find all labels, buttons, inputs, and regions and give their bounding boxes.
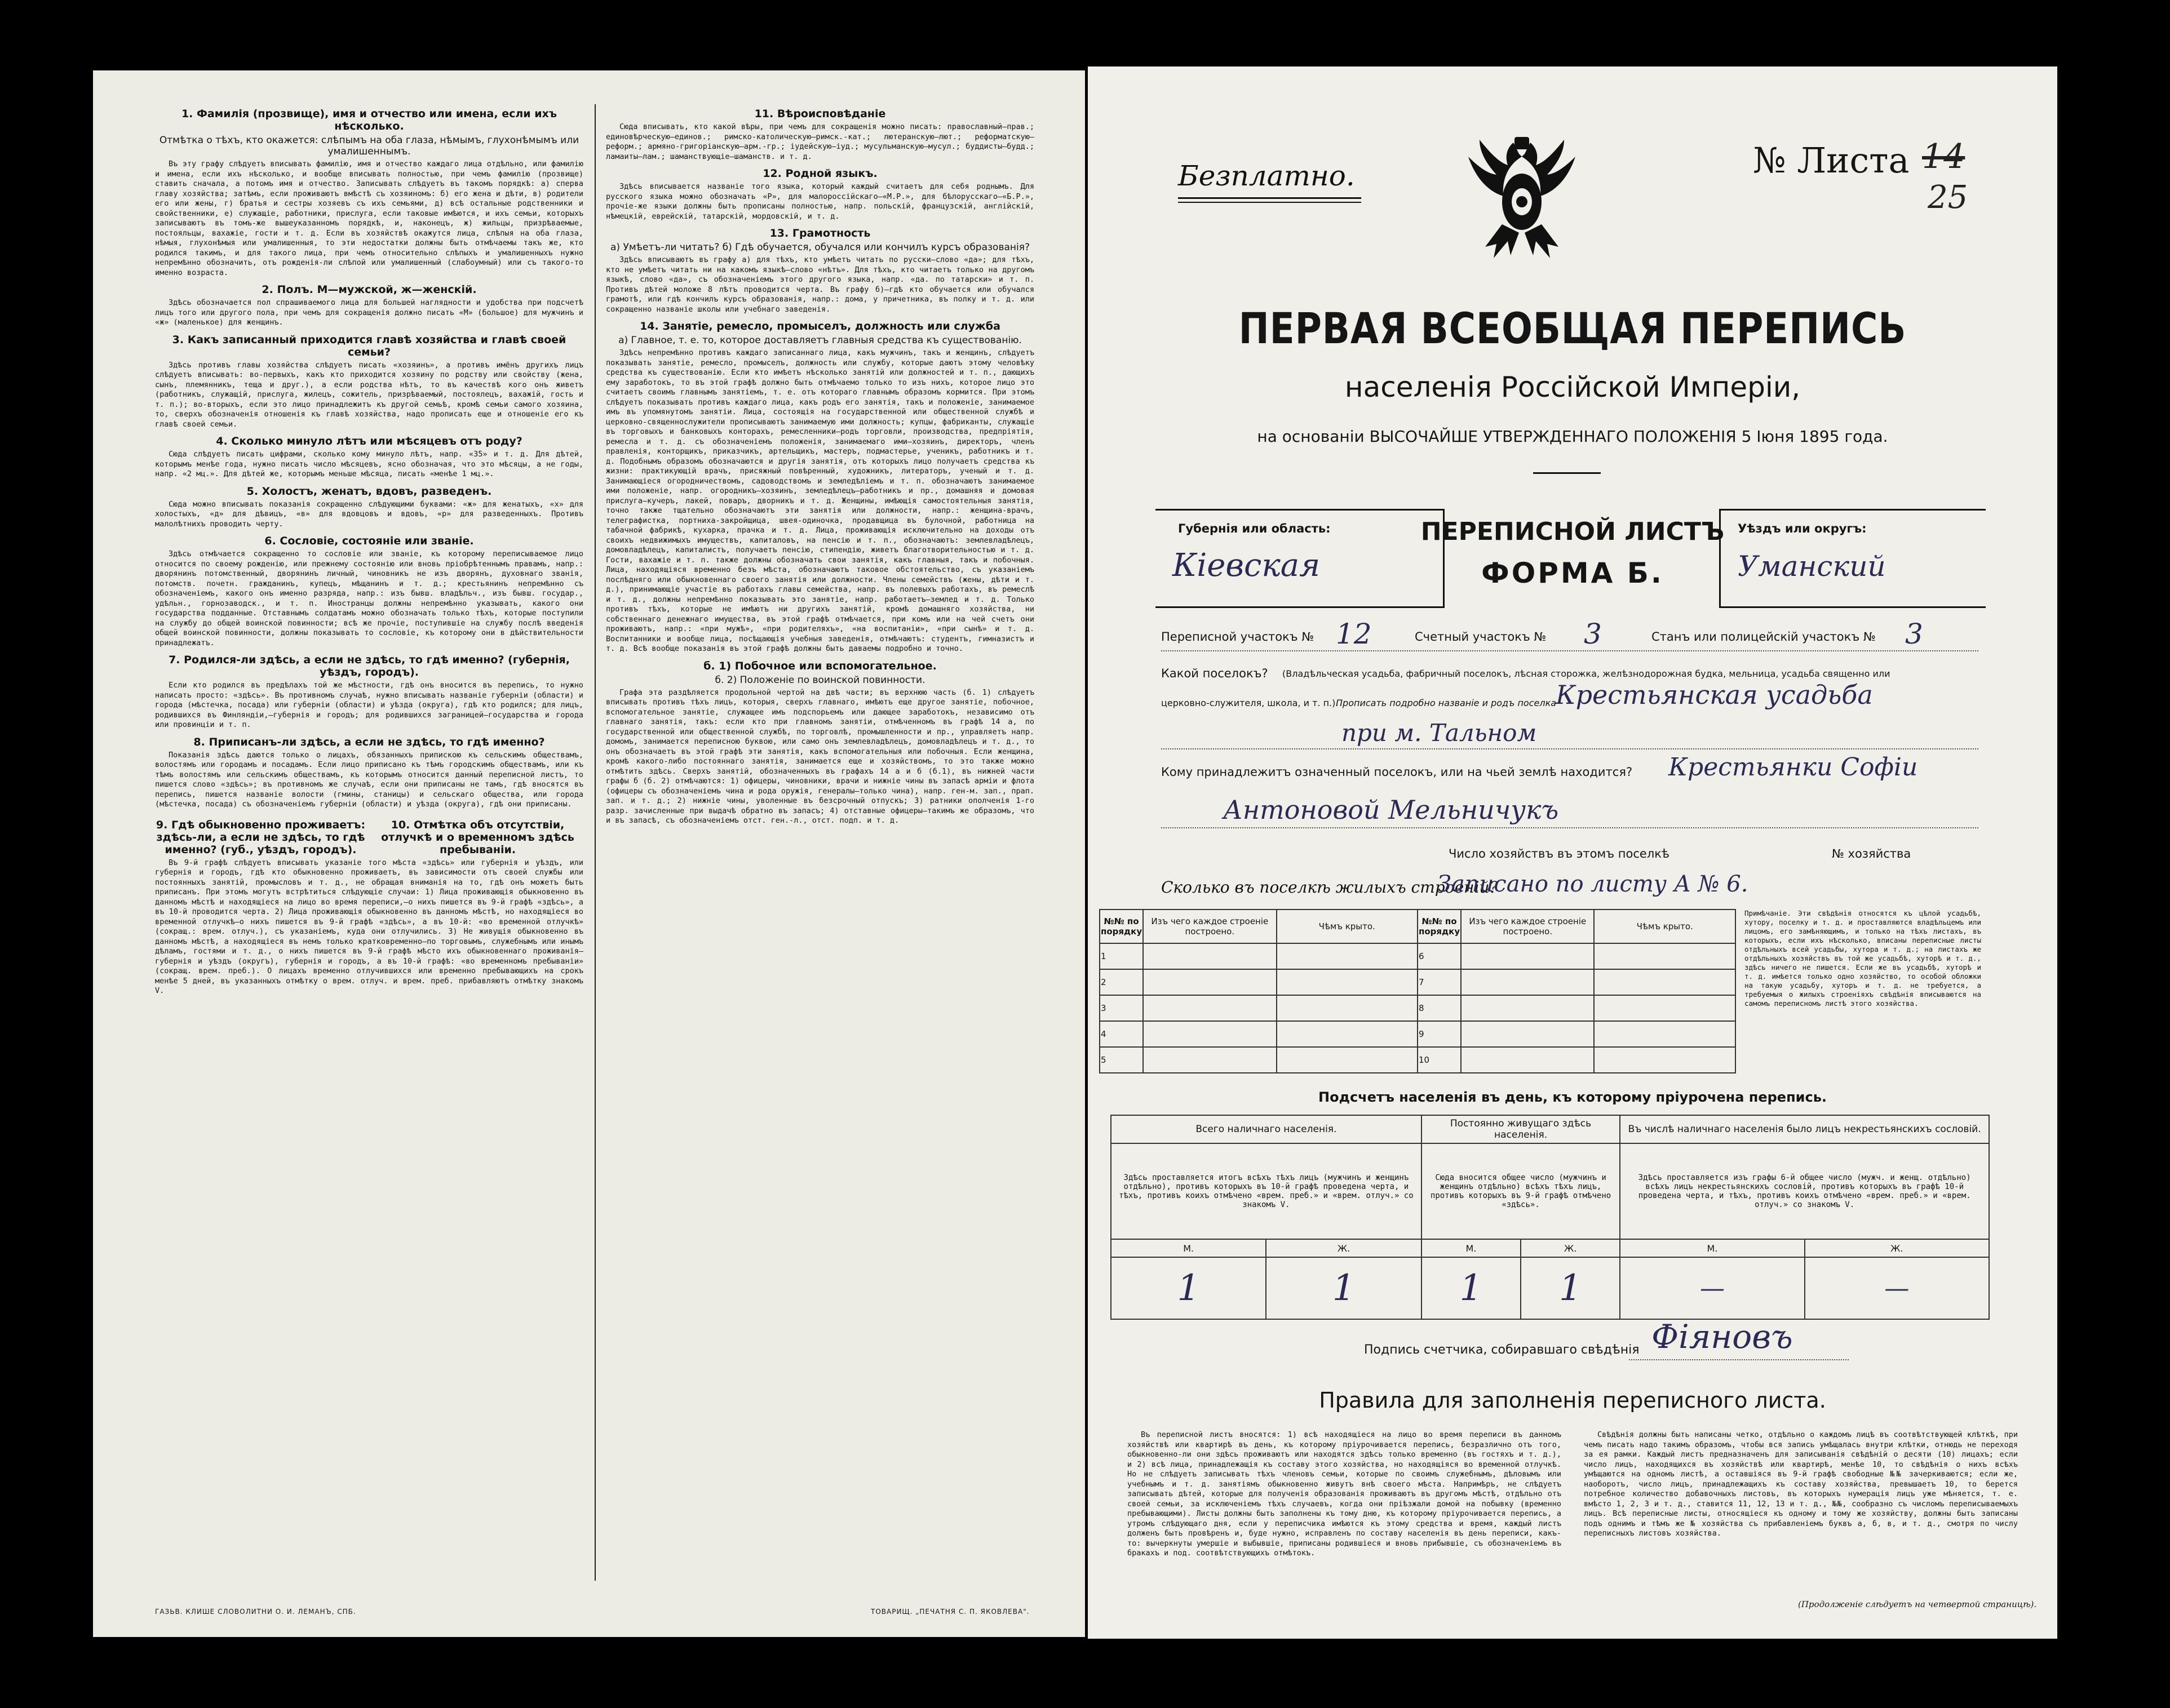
population-header-permanent: Постоянно живущаго здѣсь населенія. <box>1421 1115 1620 1143</box>
population-title: Подсчетъ населенія въ день, къ которому пріурочена перепись. <box>1318 1089 1827 1105</box>
police-area-value[interactable]: 3 <box>1905 618 1923 650</box>
header-roof: Чѣмъ крыто. <box>1277 910 1418 943</box>
line-divider <box>1161 650 1978 651</box>
cell[interactable] <box>1143 1021 1276 1047</box>
section-body: Сюда можно вписывать показанія сокращенно слѣдующими буквами: «ж» для женатыхъ, «х» для холостыхъ, «д» для дѣвицъ, «в» для вдовцовъ и вдовъ, «р» для разведенныхъ. Противъ малолѣтнихъ проводить черту. <box>155 499 583 529</box>
census-subtitle: населенія Россійской Имперіи, <box>1344 371 1801 403</box>
section-body: Графа эта раздѣляется продольной чертой на двѣ части; въ верхнюю часть (б. 1) слѣдуетъ вписывать противъ тѣхъ лицъ, которыя, сверхъ главнаго, имѣютъ еще другое занятіе, побочное, вспомогательное занятіе, служащее имъ подспорьемъ или дающее заработокъ, независимо отъ главнаго занятія, такъ: если кто при главномъ занятіи, отмѣченномъ въ графѣ 14 а, по государственной или общественной службѣ, по торговлѣ, промышленности и пр., управляетъ напр. домомъ, занимается переписною буквою, или само онъ землевладѣлецъ, домовладѣлецъ и т. д., то онъ обозначаетъ въ этой графѣ эти занятія, какъ вспомогательныя или побочныя. Если женщина, кромѣ какого-либо постояннаго занятія, занимается еще и хозяйствомъ, то это также можно отмѣтить здѣсь. Сверхъ занятій, обозначенныхъ въ графахъ 14 а и б (б.1), въ нижней части графы б (б. 2) отмѣчаются: 1) офицеры, чиновники, врачи и нижніе чины въ запасѣ арміи и флота (офицеры съ обозначеніемъ чина и рода оружія, генералы—только чина), напр. ген-м. зап., прап. зап. и т. д.; 2) нижніе чины, уволенные въ безсрочный отпускъ; 3) ратники ополченія 1-го разр. зачисленные при выдачѣ обратно въ запасъ; 4) отставные офицеры—такимъ же образомъ, что и въ запасѣ, съ обозначеніемъ отст. ген.-л., отст. подп. и т. д. <box>606 687 1034 825</box>
district-label: Уѣздъ или округъ: <box>1738 522 1867 535</box>
form-name: ФОРМА Б. <box>1481 557 1664 589</box>
section-heading: 5. Холостъ, женатъ, вдовъ, разведенъ. <box>246 485 492 498</box>
instruction-section <box>155 108 583 278</box>
buildings-value[interactable]: Записано по листу А № 6. <box>1437 871 1748 897</box>
total-female-value[interactable]: 1 <box>1266 1257 1421 1319</box>
sheet-number-label: № Листа <box>1753 140 1910 181</box>
section-body: Сюда слѣдуетъ писать цифрами, сколько кому минуло лѣтъ, напр. «35» и т. д. Для дѣтей, которымъ менѣе года, нужно писать число мѣсяцевъ, ясно обозначая, что это мѣсяцы, а не годы, напр. «2 мц.». Для дѣтей же, которымъ меньше мѣсяца, писать «менѣе 1 мц.». <box>155 450 583 478</box>
section-heading: 10. Отмѣтка объ отсутствіи, отлучкѣ и о временномъ здѣсь пребываніи. <box>381 818 574 856</box>
sheet-number-value: 25 <box>1928 179 1968 216</box>
district-box <box>1719 509 1986 608</box>
households-label: Число хозяйствъ въ этомъ поселкѣ <box>1449 847 1670 860</box>
footer-left: ГАЗЬВ. КЛИШЕ СЛОВОЛИТНИ О. И. ЛЕМАНЪ, СПБ. <box>155 1608 356 1616</box>
col-female: Ж. <box>1521 1239 1620 1257</box>
row-number: 8 <box>1418 995 1461 1021</box>
section-body: Если кто родился въ предѣлахъ той же мѣстности, гдѣ онъ вносится въ перепись, то нужно написать просто: «здѣсь». Въ противномъ случаѣ, нужно вписывать названіе губерніи (области) и города (мѣстечка, посада) или губерніи (области) и уѣзда (округа), гдѣ кто родился; для лицъ, родившихся въ Финляндіи,—губернія и городъ; для родившихся заграницей—государства и города или провинціи и т. п. <box>155 681 583 729</box>
section-heading: 11. Вѣроисповѣданіе <box>754 108 886 120</box>
cell[interactable] <box>1461 943 1594 969</box>
cell[interactable] <box>1461 969 1594 995</box>
instruction-section <box>155 283 583 328</box>
instruction-section-pair <box>155 815 583 996</box>
section-body: Въ эту графу слѣдуетъ вписывать фамилію, имя и отчество каждаго лица отдѣльно, или фамилію и имена, если ихъ нѣсколько, и вообще вписывать полностью, при чемъ фамилію (прозвище) ставить сначала, а потомъ имя и отчество. Записывать слѣдуетъ въ такомъ порядкѣ: а) сперва главу хозяйства; затѣмъ, если проживаютъ вмѣстѣ съ хозяиномъ: б) его жена и дѣти, в) родители его или жены, г) братья и сестры хозяевъ съ ихъ семьями, д) всѣ остальные родственники и свойственники, е) служащіе, работники, прислуга, если таковые имѣются, и ихъ семьи, которыхъ записываютъ въ томъ-же вышеуказанномъ порядкѣ, и, наконецъ, ж) жильцы, призрѣваемые, постояльцы, вахажіе, гости и т. д. Если въ хозяйствѣ окажутся лица, слѣпыя на оба глаза, нѣмыя, глухонѣмыя или умалишенныя, то эти недостатки должны быть отмѣчаемы такъ же, кто родился такимъ, и для такого лица, при чемъ относительно слѣпыхъ и умалишенныхъ нужно непремѣнно обозначить, отъ рожденія-ли слѣпой или умалишенный (слабоумный) или съ такого-то именно возраста. <box>155 159 583 277</box>
instruction-section <box>155 654 583 730</box>
section-heading: 7. Родился-ли здѣсь, а если не здѣсь, то гдѣ именно? (губернія, уѣздъ, городъ). <box>169 654 570 678</box>
header-no: №№ по порядку <box>1100 910 1143 943</box>
count-area-label: Счетный участокъ № <box>1415 630 1547 644</box>
instruction-section <box>155 485 583 530</box>
free-underline-2 <box>1178 202 1361 203</box>
district-value[interactable]: Уманский <box>1738 550 1886 583</box>
double-headed-eagle-icon <box>1463 134 1581 264</box>
section-body: Сюда вписывать, кто какой вѣры, при чемъ для сокращенія можно писать: православный—прав.; единовѣрческую—единов.; римско-католическую—римск.-кат.; лютеранскую—лют.; реформатскую—реформ.; армяно-григоріанскую—арм.-гр.; іудейскую—іуд.; мусульманскую—мусул.; буддисты—будд.; ламаиты—лам.; шаманствующіе—шаманств. и т. д. <box>606 122 1034 161</box>
cell[interactable] <box>1143 969 1276 995</box>
instruction-section <box>606 320 1034 654</box>
col-male: М. <box>1421 1239 1521 1257</box>
section-heading: 2. Полъ. М—мужской, ж—женскій. <box>262 283 477 296</box>
row-number: 5 <box>1100 1047 1143 1073</box>
section-heading: 4. Сколько минуло лѣтъ или мѣсяцевъ отъ роду? <box>216 435 522 447</box>
table-row <box>1100 969 1735 995</box>
cell[interactable] <box>1461 1021 1594 1047</box>
count-area-value[interactable]: 3 <box>1584 618 1602 650</box>
instruction-section <box>606 167 1034 221</box>
section-heading: 1. Фамилія (прозвище), имя и отчество или имена, если ихъ нѣсколько. <box>181 108 557 132</box>
section-heading: 14. Занятіе, ремесло, промыселъ, должность или служба <box>640 320 1000 332</box>
cell[interactable] <box>1594 995 1735 1021</box>
instruction-section <box>155 435 583 480</box>
header-material: Изъ чего каждое строеніе построено. <box>1461 910 1594 943</box>
instruction-section <box>606 660 1034 826</box>
nonpeasant-male-value[interactable]: — <box>1620 1257 1804 1319</box>
table-row <box>1100 995 1735 1021</box>
left-column-1 <box>155 104 583 1575</box>
instruction-section <box>155 535 583 648</box>
police-area-label: Станъ или полицейскій участокъ № <box>1651 630 1876 644</box>
owner-value-2[interactable]: Антоновой Мельничукъ <box>1223 795 1559 825</box>
pair-headings <box>155 815 583 858</box>
instruction-section <box>606 227 1034 314</box>
instruction-section <box>155 736 583 810</box>
buildings-label: Сколько въ поселкѣ жилыхъ строеній? <box>1161 878 1498 897</box>
header-roof: Чѣмъ крыто. <box>1594 910 1735 943</box>
settlement-value-2[interactable]: при м. Тальном <box>1341 719 1537 747</box>
left-page <box>93 70 1085 1637</box>
left-column-2 <box>606 104 1034 1575</box>
section-heading: 13. Грамотность <box>769 227 871 239</box>
row-number: 9 <box>1418 1021 1461 1047</box>
rules-column-2: Свѣдѣнія должны быть написаны четко, отдѣльно о каждомъ лицѣ въ соотвѣтствующей клѣткѣ, при чемъ писать надо такимъ образомъ, чтобы вся запись умѣщалась внутри клѣтки, отнюдь не переходя за ея рамки. Каждый листъ предназначенъ для записыванія свѣдѣній о десяти (10) лицахъ; если число лицъ, находящихся въ хозяйствѣ или квартирѣ, менѣе 10, то свѣдѣнія о нихъ всѣхъ умѣщаются на одномъ листѣ, а оставшіяся въ 9-й графѣ свободные №№ зачеркиваются; если же, наоборотъ, число лицъ, принадлежащихъ къ составу хозяйства, превышаетъ 10, то берется потребное количество добавочныхъ листовъ, въ которыхъ нумерація лицъ уже мѣняется, т. е. вмѣсто 1, 2, 3 и т. д., ставится 11, 12, 13 и т. д., №№, сообразно съ числомъ переписываемыхъ лицъ. Всѣ переписные листы, относящіеся къ одному и тому же хозяйству, должны быть записаны подъ однимъ и тѣмъ же № хозяйства съ прибавленіемъ буквъ а, б, в, и т. д., смотря по числу переписныхъ листовъ хозяйства. <box>1584 1430 2018 1538</box>
header-material: Изъ чего каждое строеніе построено. <box>1143 910 1276 943</box>
province-label: Губернія или область: <box>1178 522 1331 535</box>
signature-line <box>1629 1359 1849 1360</box>
section-body: Здѣсь отмѣчается сокращенно то сословіе или званіе, къ которому переписываемое лицо относится по своему рожденію, или прежнему состоянію или вновь пріобрѣтеннымъ правамъ, напр.: дворянинъ потомственный, дворянинъ личный, чиновникъ не изъ дворянъ, духовнаго званія, потомств. почетн. гражданинъ, купецъ, мѣщанинъ и т. д.; крестьянинъ непремѣнно съ обозначеніемъ, какого онъ именно разряда, напр.: изъ бывш. владѣльч., изъ бывш. государ., удѣльн., горнозаводск., и т. п. Иностранцы должны непремѣнно указывать, какого они государства подданные. Отставнымъ солдатамъ можно обозначать только тѣхъ, которые поступили на службу до общей воинской повинности; всѣ же прочіе, поступившіе на службу послѣ введенія общей воинской повинности, должны показывать то сословіе, къ которому они в дѣйствительности принадлежатъ. <box>155 549 583 647</box>
settlement-hint-2: церковно-служителя, школа, и т. п.). <box>1161 698 1339 708</box>
census-title: ПЕРВАЯ ВСЕОБЩАЯ ПЕРЕПИСЬ <box>1238 303 1907 353</box>
cell[interactable] <box>1594 1047 1735 1073</box>
col-female: Ж. <box>1266 1239 1421 1257</box>
signature-value[interactable]: Фіяновъ <box>1651 1317 1793 1356</box>
section-subheading: а) Умѣетъ-ли читать? б) Гдѣ обучается, обучался или кончилъ курсъ образованія? <box>610 242 1030 253</box>
cell[interactable] <box>1143 943 1276 969</box>
population-desc-permanent: Сюда вносится общее число (мужчинъ и женщинъ отдѣльно) всѣхъ тѣхъ лицъ, противъ которыхъ въ 9-й графѣ отмѣчено «здѣсь». <box>1421 1143 1620 1239</box>
line-divider <box>1161 827 1978 828</box>
form-title: ПЕРЕПИСНОЙ ЛИСТЪ <box>1420 517 1725 546</box>
section-heading: 12. Родной языкъ. <box>763 167 878 180</box>
census-area-value[interactable]: 12 <box>1336 618 1372 650</box>
settlement-hint-1: (Владѣльческая усадьба, фабричный поселокъ, лѣсная сторожка, желѣзнодорожная будка, мельница, усадьба священно или <box>1282 668 1890 679</box>
row-number: 7 <box>1418 969 1461 995</box>
note-text: Примѣчаніе. Эти свѣдѣнія относятся къ цѣлой усадьбѣ, хутору, поселку и т. д. и проставляются владѣльцемъ или лицомъ, его замѣняющимъ, и только на тѣхъ листахъ, въ которыхъ, если ихъ нѣсколько, вписаны переписные листы отдѣльныхъ всей усадьбы, хутора и т. д.; на листахъ же отдѣльныхъ хозяйствъ въ той же усадьбѣ, хуторѣ и т. д., здѣсь ничего не пишется. Если же въ усадьбѣ, хуторѣ и т. д. имѣется только одно хозяйство, то особой обложки на такую усадьбу, хуторъ и т. д. не требуется, а требуемыя о жилыхъ строеніяхъ свѣдѣнія вписываются на самомъ переписномъ листѣ этого хозяйства. <box>1744 909 1981 1008</box>
section-body: Здѣсь вписывается названіе того языка, который каждый считаетъ для себя роднымъ. Для русского языка можно обозначать «Р», для малороссійскаго—«М.Р.», для бѣлорусскаго—«Б.Р.», прочіе-же языки должны быть прописаны полностью, напр. польскій, французскій, англійскій, нѣмецкій, еврейскій, татарскій, мордовскій, и т. д. <box>606 182 1034 221</box>
instruction-section <box>155 334 583 430</box>
census-area-label: Переписной участокъ № <box>1161 630 1314 644</box>
line-divider <box>1161 748 1978 749</box>
population-header-total: Всего наличнаго населенія. <box>1111 1115 1421 1143</box>
row-number: 1 <box>1100 943 1143 969</box>
signature-label: Подпись счетчика, собиравшаго свѣдѣнія <box>1364 1343 1640 1357</box>
row-number: 2 <box>1100 969 1143 995</box>
rules-column-1: Въ переписной листъ вносятся: 1) всѣ находящіеся на лицо во время переписи въ данномъ хозяйствѣ или квартирѣ въ день, къ которому пріурочивается перепись, безразлично отъ того, обыкновенно-ли они здѣсь проживаютъ или находятся здѣсь только временно (въ гостяхъ и т. д.), и 2) всѣ лица, принадлежащія къ составу этого хозяйства, но находящіяся во временной отлучкѣ. Но не слѣдуетъ записывать тѣхъ членовъ семьи, которые по своимъ служебнымъ, дѣловымъ или учебнымъ и т. д. занятіямъ обыкновенно живутъ внѣ своего мѣста. Напримѣръ, не слѣдуетъ записывать дѣтей, которые для полученія образованія проживаютъ въ другомъ мѣстѣ, отдѣльно отъ своей семьи, за исключеніемъ тѣхъ случаевъ, когда они пріѣзжали домой на побывку (временно пребывающими). Листы должны быть заполнены къ тому дню, къ которому пріурочивается перепись, а утромъ слѣдующаго дня, если у переписчика имѣются къ этому средства и время, каждый листъ долженъ быть провѣренъ и, буде нужно, исправленъ по составу населенія въ день переписи, какъ-то: вычеркнуты умершіе и выбывшіе, приписаны родившіеся и вновь прибывшіе, съ обозначеніемъ въ бракахъ и под. соотвѣтствующихъ отмѣтокъ. <box>1127 1430 1561 1558</box>
title-divider <box>1533 472 1601 474</box>
total-male-value[interactable]: 1 <box>1111 1257 1266 1319</box>
section-heading: 8. Приписанъ-ли здѣсь, а если не здѣсь, то гдѣ именно? <box>193 735 545 748</box>
cell[interactable] <box>1277 969 1418 995</box>
census-basis: на основаніи ВЫСОЧАЙШЕ УТВЕРЖДЕННАГО ПОЛОЖЕНІЯ 5 Іюня 1895 года. <box>1257 427 1888 446</box>
cell[interactable] <box>1594 969 1735 995</box>
province-value[interactable]: Кіевская <box>1172 547 1321 584</box>
section-body: Здѣсь непремѣнно противъ каждаго записаннаго лица, какъ мужчинъ, такъ и женщинъ, слѣдуетъ показывать занятіе, ремесло, промыселъ, должность или службу, которые даютъ этому человѣку средства къ существованію. Если кто имѣетъ нѣсколько занятій или должностей и т. п., дающихъ ему заработокъ, то въ этой графѣ должно быть отмѣчаемо только то изъ нихъ, которое лицо это считаетъ своимъ главнымъ занятіемъ, т. е. отъ котораго главнымъ образомъ кормится. При этомъ слѣдуетъ показывать противъ каждаго лица, какъ родъ его занятія, такъ и положеніе, занимаемое имъ въ упомянутомъ занятіи. Лица, состоящія на государственной или общественной службѣ и церковно-священнослужители прописываютъ занимаемую ими должность; купцы, фабриканты, служащіе въ торговыхъ и банковыхъ конторахъ, ремесленники—родъ торговли, производства, предпріятія, ремесла и т. д. съ обозначеніемъ положенія, занимаемаго ими—хозяинъ, директоръ, членъ правленія, конторщикъ, приказчикъ, артельщикъ, мастеръ, подмастерье, ученикъ, работникъ и т. д. Подобнымъ образомъ обозначаются и другія занятія, отъ которыхъ лицо получаетъ средства къ жизни: практикующій врачъ, присяжный повѣренный, художникъ, литераторъ, ученый и т. д. Занимающіеся огородничествомъ, садоводствомъ и земледѣліемъ и т. п. обозначаютъ занимаемое ими положеніе, напр. огородникъ—хозяинъ, земледѣлецъ—работникъ и пр., домашняя и домовая прислуга—кучеръ, лакей, поваръ, дворникъ и т. д. Женщины, имѣющія самостоятельныя занятія, точно также тщательно обозначаютъ эти занятія или должности, напр.: женщина-врачъ, телеграфистка, портниха-закройщица, швея-одиночка, продавщица въ булочной, работница на табачной фабрикѣ, кухарка, прачка и т. д. Лица, проживающія исключительно на доходы отъ своихъ недвижимыхъ имуществъ, капиталовъ, на пенсію и т. п., обозначаютъ: землевладѣлецъ, домовладѣлецъ, капиталистъ, получаетъ пенсію, стипендію, живетъ благотворительностью и т. д. Гости, вахажіе и т. п. также должны обозначать свои занятія, какъ главныя, такъ и побочныя. Лица, находящіяся временно безъ мѣста, обозначаютъ таковое обстоятельство, съ указаніемъ послѣдняго или обыкновеннаго своего занятія или должности. Члены семействъ (жены, дѣти и т. д.), принимающіе участіе въ работахъ главы семейства, напр. въ полевыхъ работахъ, въ ремеслѣ и т. д., должны непремѣнно показывать это занятіе, напр. работаетъ—землед и т. д. Только противъ тѣхъ, которые не имѣютъ ни другихъ занятій, кромѣ домашняго хозяйства, ни собственнаго денежнаго имущества, въ этой графѣ отмѣчается, при комъ или на чей счетъ они проживаютъ, напр.: «при мужѣ», «при родителяхъ», «на воспитаніи», «при сынѣ» и т. д. Воспитанники и вообще лица, посѣщающія учебныя заведенія, отмѣчаютъ: студентъ, гимназистъ и т. д. Всѣ вообще показанія въ этой графѣ должны быть даваемы подробно и точно. <box>606 348 1034 653</box>
section-body: Показанія здѣсь даются только о лицахъ, обязанныхъ припискою къ сельскимъ обществамъ, волостямъ или городамъ и посадамъ. Если лицо приписано къ тѣмъ городскимъ обществамъ, или къ тѣмъ волостямъ или сельскимъ обществамъ, къ которымъ относится данный переписной листъ, то пишется слово «здѣсь»; въ противномъ же случаѣ, если они приписаны не тамъ, гдѣ вносятся въ перепись, пишется названіе волости (гмины, станицы) и сельскаго общества, или города (мѣстечка, посада) съ обозначеніемъ губерніи (области) и уѣзда (округа), гдѣ они приписаны. <box>155 750 583 809</box>
section-subheading: а) Главное, т. е. то, которое доставляетъ главныя средства къ существованію. <box>618 335 1022 346</box>
free-underline <box>1178 197 1361 199</box>
section-body: Здѣсь противъ главы хозяйства слѣдуетъ писать «хозяинъ», а противъ имёнъ другихъ лицъ слѣдуетъ вписывать: во-первыхъ, какъ кто приходится хозяину по родству или свойству (жена, сынъ, племянникъ, теща и друг.), а если родства нѣтъ, то въ качествѣ кого онъ живетъ (работникъ, служащій, прислуга, жилецъ, сожитель, призрѣваемый, постоялецъ, вахажій, гость и т. п.); во-вторыхъ, если это лицо принадлежитъ къ другой семьѣ, кромѣ семьи самого хозяина, то, сверхъ обозначенія отношенія къ главѣ хозяйства, надо прописать еще и отношеніе его къ главѣ своей семьи. <box>155 360 583 429</box>
cell[interactable] <box>1277 1021 1418 1047</box>
row-number: 4 <box>1100 1021 1143 1047</box>
household-number-label: № хозяйства <box>1832 847 1911 860</box>
cell[interactable] <box>1461 995 1594 1021</box>
settlement-hint-3: Прописать подробно названіе и родъ поселка <box>1336 698 1557 708</box>
cell[interactable] <box>1143 995 1276 1021</box>
col-male: М. <box>1111 1239 1266 1257</box>
cell[interactable] <box>1143 1047 1276 1073</box>
permanent-female-value[interactable]: 1 <box>1521 1257 1620 1319</box>
cell[interactable] <box>1594 943 1735 969</box>
population-header-nonpeasant: Въ числѣ наличнаго населенія было лицъ некрестьянскихъ сословій. <box>1620 1115 1989 1143</box>
free-label: Безплатно. <box>1178 159 1355 192</box>
section-body: Здѣсь вписываютъ въ графу а) для тѣхъ, кто умѣетъ читать по русски—слово «да»; для тѣхъ, кто не умѣетъ читать ни на какомъ языкѣ—слово «нѣтъ». Для тѣхъ, кто читаетъ только на другомъ языкѣ, слово «да», съ обозначеніемъ этого другого языка, напр. «да. по татарски» и т. п. Противъ дѣтей моложе 8 лѣтъ проводится черта. Въ графу б)—гдѣ кто обучается или обучался грамотѣ, или гдѣ кончилъ курсъ образованія, напр.: дома, у причетника, въ полку и т. д. или сокращенно названіе школы или учебнаго заведенія. <box>606 255 1034 314</box>
table-row <box>1100 943 1735 969</box>
row-number: 6 <box>1418 943 1461 969</box>
settlement-value-1[interactable]: Крестьянская усадьба <box>1556 680 1873 710</box>
section-heading: 6. Сословіе, состояніе или званіе. <box>264 535 474 547</box>
cell[interactable] <box>1277 995 1418 1021</box>
cell[interactable] <box>1461 1047 1594 1073</box>
section-heading: 3. Какъ записанный приходится главѣ хозяйства и главѣ своей семьи? <box>172 333 566 358</box>
col-female: Ж. <box>1805 1239 1989 1257</box>
nonpeasant-female-value[interactable]: — <box>1805 1257 1989 1319</box>
table-row <box>1100 1047 1735 1073</box>
buildings-table <box>1099 909 1736 1073</box>
section-subheading: б. 2) Положеніе по воинской повинности. <box>715 674 925 686</box>
cell[interactable] <box>1277 1047 1418 1073</box>
rules-title: Правила для заполненія переписного листа. <box>1319 1388 1826 1413</box>
settlement-label: Какой поселокъ? <box>1161 667 1268 680</box>
row-number: 10 <box>1418 1047 1461 1073</box>
section-subheading: Отмѣтка о тѣхъ, кто окажется: слѣпымъ на оба глаза, нѣмымъ, глухонѣмымъ или умалишеннымъ. <box>159 135 579 157</box>
section-heading: 9. Гдѣ обыкновенно проживаетъ: здѣсь-ли, а если не здѣсь, то гдѣ именно? (губ., уѣздъ, городъ). <box>156 818 366 856</box>
owner-label: Кому принадлежитъ означенный поселокъ, или на чьей землѣ находится? <box>1161 765 1633 779</box>
instruction-section <box>606 108 1034 162</box>
population-desc-nonpeasant: Здѣсь проставляется изъ графы 6-й общее число (мужч. и женщ. отдѣльно) всѣхъ лицъ некрестьянскихъ сословій, противъ которыхъ въ графѣ 10-й проведена черта, и тѣхъ, противъ коихъ отмѣчено «врем. преб.» и «врем. отлуч.» со знакомъ V. <box>1620 1143 1989 1239</box>
section-heading: б. 1) Побочное или вспомогательное. <box>703 659 937 672</box>
sheet-number-crossed: 14 <box>1922 137 1965 176</box>
header-no: №№ по порядку <box>1418 910 1461 943</box>
right-page <box>1088 66 2057 1639</box>
permanent-male-value[interactable]: 1 <box>1421 1257 1521 1319</box>
column-divider <box>595 104 596 1581</box>
rules-continued: (Продолженіе слѣдуетъ на четвертой страницѣ). <box>1798 1599 2037 1609</box>
owner-value-1[interactable]: Крестьянки Софіи <box>1668 753 1918 782</box>
row-number: 3 <box>1100 995 1143 1021</box>
cell[interactable] <box>1277 943 1418 969</box>
col-male: М. <box>1620 1239 1804 1257</box>
cell[interactable] <box>1594 1021 1735 1047</box>
table-row <box>1100 1021 1735 1047</box>
section-body: Въ 9-й графѣ слѣдуетъ вписывать указаніе того мѣста «здѣсь» или губернія и уѣздъ, или губернія и городъ, гдѣ кто обыкновенно проживаетъ, въ зависимости отъ своей службы или постоянныхъ занятій, промысловъ и т. д., не обращая вниманія на то, гдѣ онъ можетъ быть приписанъ. При этомъ могутъ встрѣтиться слѣдующіе случаи: 1) Лица проживающія обыкновенно въ данномъ мѣстѣ и находящіеся на лицо во время переписи,—о нихъ пишется въ 9-й графѣ «здѣсь», а въ 10-й проводится черта. 2) Лица проживающія обыкновенно въ данномъ мѣстѣ, но находящіеся во временной отлучкѣ—о нихъ пишется въ 9-й графѣ «здѣсь», а въ 10-й: «во временной отлучкѣ» (сокращ.: врем. отлуч.), съ указаніемъ, куда они отлучились. 3) Не живущія обыкновенно въ данномъ мѣстѣ, а находящіеся въ немъ только кратковременно—по торговымъ, служебнымъ или инымъ дѣламъ, гостями и т. д., о нихъ пишется въ 9-й графѣ мѣсто ихъ обыкновеннаго проживанія—губернія и уѣздъ (округъ), губернія и городъ, а въ 10-й графѣ: «во временномъ пребываніи» (сокращ. врем. преб.). О лицахъ временно отлучившихся или временно пребывающихъ на срокъ менѣе 5 дней, въ указанныхъ отмѣтку о врем. отлуч. и врем. преб. прибавляютъ отмѣтку знакомъ V. <box>155 858 583 995</box>
population-table <box>1110 1115 1990 1320</box>
population-desc-total: Здѣсь проставляется итогъ всѣхъ тѣхъ лицъ (мужчинъ и женщинъ отдѣльно), противъ которыхъ въ 10-й графѣ проведена черта, и тѣхъ, противъ коихъ отмѣчено «врем. преб.» и «врем. отлуч.» со знакомъ V. <box>1111 1143 1421 1239</box>
footer-right: ТОВАРИЩ. „ПЕЧАТНЯ С. П. ЯКОВЛЕВА". <box>871 1608 1030 1616</box>
section-body: Здѣсь обозначается пол спрашиваемого лица для большей наглядности и удобства при подсчетѣ лицъ того или другого пола, при чемъ для сокращенія должно писать «М» (большое) для мужчинъ и «ж» (маленькое) для женщинъ. <box>155 298 583 327</box>
